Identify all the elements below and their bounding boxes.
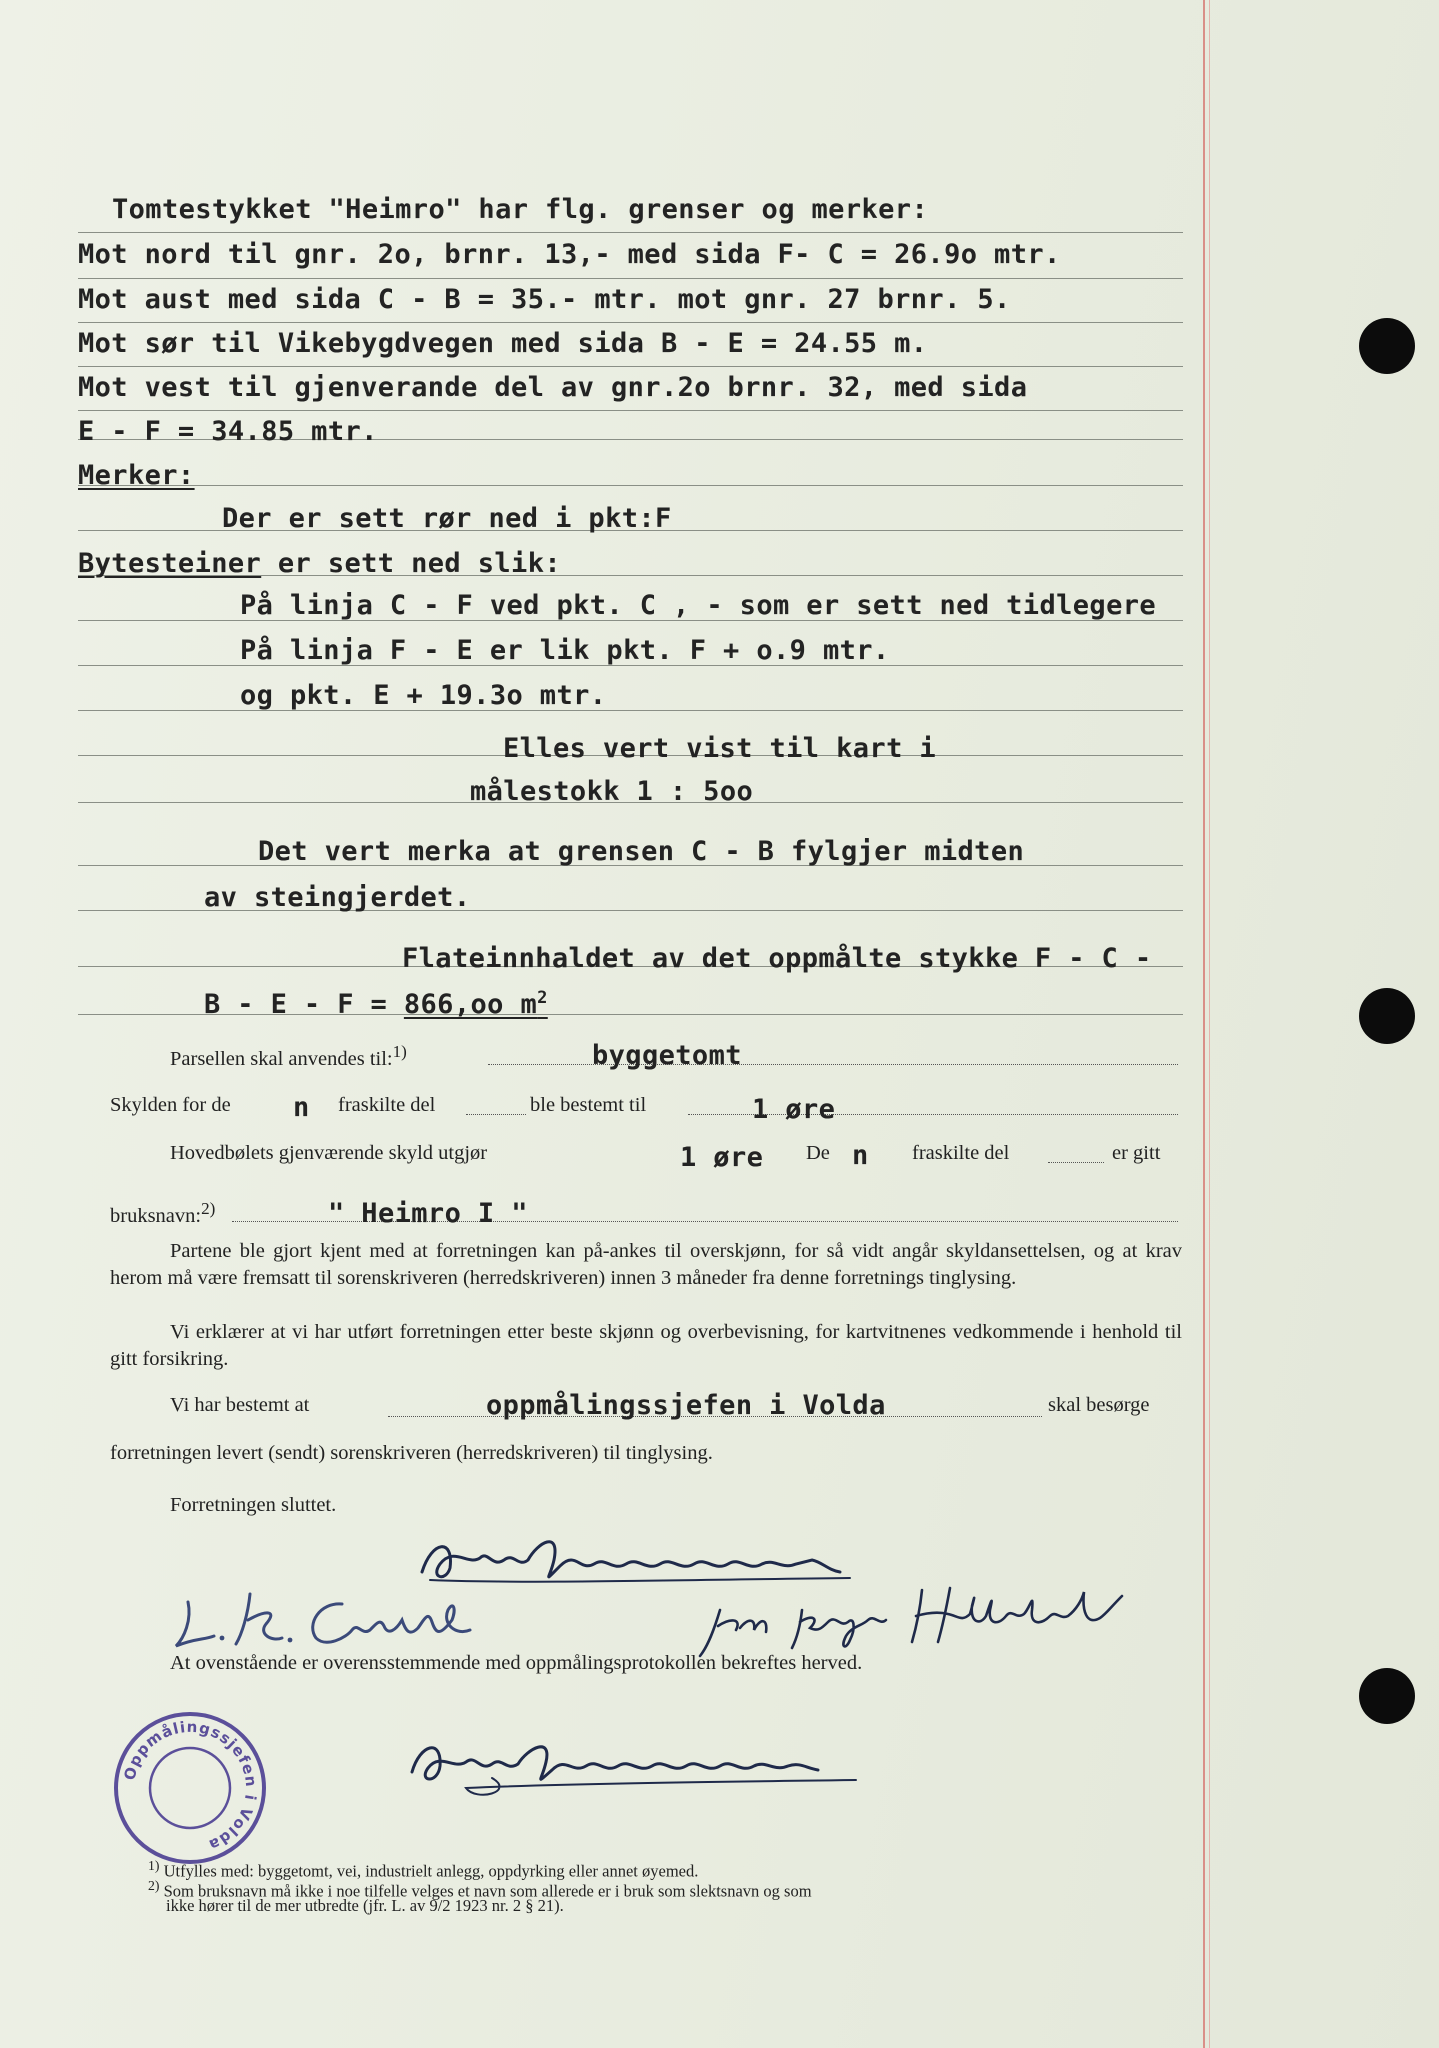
bytesteiner-rest: er sett ned slik: [261,548,562,579]
signature-bottom [396,1722,876,1802]
ruled-line [78,485,1183,486]
sluttet-line: Forretningen sluttet. [170,1494,337,1516]
typed-line-11: På linja F - E er lik pkt. F + o.9 mtr. [240,635,890,666]
parsellen-value: byggetomt [592,1040,742,1071]
bruksnavn-label [110,1199,215,1228]
hoved-value: 1 øre [680,1142,764,1173]
skylden-label-a: Skylden for de [110,1094,231,1116]
ruled-line [78,322,1183,323]
erklaering-paragraph: Vi erklærer at vi har utført forretningen etter beste skjønn og overbevisning, for kartvitnenes vedkommende i henhold til gitt forsikring. [110,1321,1182,1370]
typed-line-18 [204,988,548,1020]
stamp-text: Oppmålingssjefen i Volda [120,1717,261,1855]
punch-hole [1359,1668,1415,1724]
typed-line-9 [78,548,561,579]
footnote-2-cont: ikke hører til de mer utbredte (jfr. L. av 9/2 1923 nr. 2 § 21). [166,1896,564,1915]
typed-line-3: Mot aust med sida C - B = 35.- mtr. mot gnr. 27 brnr. 5. [78,284,1011,315]
merker-heading: Merker: [78,460,195,491]
typed-line-12: og pkt. E + 19.3o mtr. [240,680,607,711]
levert-line: forretningen levert (sendt) sorenskriveren (herredskriveren) til tinglysing. [110,1442,713,1464]
typed-line-4: Mot sør til Vikebygdvegen med sida B - E = 24.55 m. [78,328,928,359]
footnote-2-mark: 2) [148,1878,160,1893]
footnote-2-text-a: Som bruksnavn må ikke i noe tilfelle velges et navn som allerede er i bruk som slektsnavn og som [163,1881,812,1901]
ruled-line [78,366,1183,367]
typed-line-17: Flateinnhaldet av det oppmålte stykke F - C - [402,943,1152,974]
bestemt-value: oppmålingssjefen i Volda [486,1390,886,1421]
ruled-line [78,410,1183,411]
typed-line-16: av steingjerdet. [204,882,471,913]
svg-text:Oppmålingssjefen i Volda [120,1718,260,1855]
punch-hole [1359,988,1415,1044]
bruksnavn-note: 2) [201,1199,216,1218]
skylden-fill-n: n [293,1092,310,1123]
typed-line-15: Det vert merka at grensen C - B fylgjer midten [258,836,1025,867]
parsellen-label-text: Parsellen skal anvendes til: [170,1047,393,1070]
signature-right [690,1570,1150,1660]
signature-left [170,1580,490,1660]
ruled-line [78,278,1183,279]
typed-line-14: målestokk 1 : 5oo [470,776,754,807]
margin-rule [1203,0,1205,2048]
footnote-1-text: Utfylles med: byggetomt, vei, industrielt anlegg, oppdyrking eller annet øyemed. [163,1861,699,1881]
hoved-de: De [806,1142,830,1164]
dotted-fill [466,1114,526,1115]
area-prefix: B - E - F = [204,989,404,1020]
office-stamp [110,1708,270,1868]
attest-line: At ovenstående er overensstemmende med oppmålingsprotokollen bekreftes herved. [170,1652,863,1674]
skylden-label-b: fraskilte del [338,1094,436,1116]
typed-line-8: Der er sett rør ned i pkt:F [222,503,672,534]
typed-line-5: Mot vest til gjenverande del av gnr.2o brnr. 32, med sida [78,372,1028,403]
area-sup: 2 [537,988,548,1008]
hoved-fill-n: n [852,1140,869,1171]
typed-line-2: Mot nord til gnr. 2o, brnr. 13,- med sida F- C = 26.9o mtr. [78,239,1061,270]
skylden-value: 1 øre [752,1094,836,1125]
ruled-line [78,232,1183,233]
bestemt-tail: skal besørge [1048,1394,1150,1416]
area-number: 866,oo m [403,989,538,1020]
typed-line-13: Elles vert vist til kart i [503,733,937,764]
hoved-fraskilte: fraskilte del [912,1142,1010,1164]
hoved-label: Hovedbølets gjenværende skyld utgjør [170,1142,488,1164]
dotted-fill [1048,1162,1104,1163]
bestemt-label: Vi har bestemt at [170,1394,310,1416]
parsellen-label [170,1042,407,1071]
area-value [404,989,548,1020]
typed-line-10: På linja C - F ved pkt. C , - som er sett ned tidlegere [240,590,1157,621]
skylden-label-c: ble bestemt til [530,1094,647,1116]
typed-line-1: Tomtestykket "Heimro" har flg. grenser og merker: [112,194,929,225]
hoved-er-gitt: er gitt [1112,1142,1161,1164]
footnote-1-mark: 1) [148,1858,160,1873]
bruksnavn-label-text: bruksnavn: [110,1204,202,1227]
punch-hole [1359,318,1415,374]
typed-line-6: E - F = 34.85 mtr. [78,416,378,447]
parsellen-note: 1) [392,1042,407,1061]
margin-rule [1209,0,1210,2048]
overskjonn-paragraph: Partene ble gjort kjent med at forretningen kan på-ankes til overskjønn, for så vidt angår skyldansettelsen, og at krav herom må være fremsatt til sorenskriveren (herredskriveren) innen 3 måneder fra denne forretnings tinglysing. [110,1240,1182,1289]
bruksnavn-value: " Heimro I " [328,1198,528,1229]
bytesteiner-heading: Bytesteiner [78,548,262,579]
